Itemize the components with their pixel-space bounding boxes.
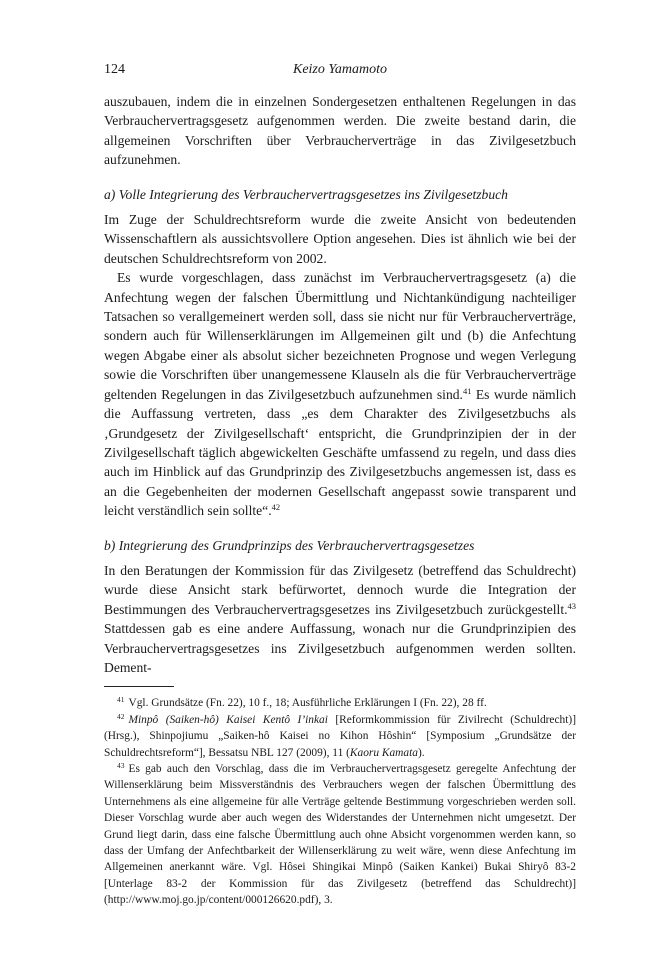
footnote-42-author: Kaoru Kamata: [349, 746, 418, 759]
footnote-42-text-part-2: ).: [417, 746, 425, 759]
section-b-paragraph-1: [104, 561, 576, 677]
footnote-42-number: 42: [117, 711, 125, 721]
section-a-paragraph-2-part-1: Es wurde vorgeschlagen, dass zunächst im Verbrauchervertragsgesetz (a) die Anfechtung wegen der falschen Übermittlung und Nichtankündigung nachteiliger Tatsachen so verallgemeinert werden soll, dass sie nicht nur für Verbraucherverträge, sondern auch für Willenserklärungen im Allgemeinen gilt und (b) die Anfechtung wegen Abgabe einer als absolut sicher bezeichneten Prognose und wegen Verlegung sowie die Vorschriften über unangemessene Klauseln als die für Verbraucherverträge geltenden Regelungen in das Zivilgesetzbuch aufzunehmen sind.: [104, 270, 576, 402]
section-a-paragraph-1: Im Zuge der Schuldrechtsreform wurde die zweite Ansicht von bedeutenden Wissenschaftlern als aussichtsvollere Option angesehen. Dies ist ähnlich wie bei der deutschen Schuldrechtsreform von 2002.: [104, 212, 576, 266]
footnote-ref-41[interactable]: 41: [462, 385, 472, 396]
body-text: [104, 92, 576, 909]
section-a-paragraph-2: [104, 268, 576, 520]
section-b-heading: b) Integrierung des Grundprinzips des Verbrauchervertragsgesetzes: [104, 537, 475, 553]
footnotes: [104, 695, 576, 908]
section-b-paragraph-1-part-2: Stattdessen gab es eine andere Auffassung, wonach nur die Grundprinzipien des Verbrauchervertragsgesetzes ins Zivilgesetzbuch aufgenommen werden sollten. Dement-: [104, 621, 576, 675]
footnote-41-number: 41: [117, 695, 125, 705]
section-a-heading: a) Volle Integrierung des Verbrauchervertragsgesetzes ins Zivilgesetzbuch: [104, 186, 508, 202]
footnote-43-text: Es gab auch den Vorschlag, dass die im Verbrauchervertragsgesetz geregelte Anfechtung der Willenserklärung beim Missverständnis des Verbrauchers wegen der falschen Übermittlung des Unternehmens als eine allgemeine für alle Verträge geltende Bestimmung vorgeschrieben werden soll. Dieser Vorschlag wurde aber auch wegen des Widerstandes der Unternehmen nicht umgesetzt. Der Grund liegt darin, dass eine falsche Übermittlung auch ohne Absicht vorgenommen werden kann, so dass der Umfang der Anfechtbarkeit der Willenserklärung zu weit wäre, wenn diese Anfechtung im Allgemeinen anerkannt wäre. Vgl. Hôsei Shingikai Minpô (Saiken Kankei) Bukai Shiryô 83-2 [Unterlage 83-2 der Kommission für das Zivilgesetz (betreffend das Schuldrecht)] (http://www.moj.go.jp/content/000126620.pdf), 3.: [104, 763, 576, 907]
footnote-41: [104, 695, 576, 711]
footnote-42-italic-title: Minpô (Saiken-hô) Kaisei Kentô I’inkai: [128, 713, 328, 726]
page-number: 124: [104, 62, 125, 77]
footnote-ref-43[interactable]: 43: [567, 600, 576, 611]
running-header: [104, 62, 576, 82]
section-a-paragraph-2-part-2: Es wurde nämlich die Auffassung vertreten, dass „es dem Charakter des Zivilgesetzbuchs als ‚Grundgesetz der Zivilgesellschaft‘ entspricht, die Grundprinzipien der in der Zivilgesellschaft täglich abgewickelten Geschäfte umfassend zu regeln, und dass dies auch im Hinblick auf das Grundprinzip des Zivilgesetzbuchs angemessen ist, dass es an die Gegebenheiten der modernen Gesellschaft angepasst sowie transparent und leicht verständlich sein sollte“.: [104, 386, 576, 519]
footnote-43: [104, 761, 576, 909]
running-head-author: Keizo Yamamoto: [292, 62, 387, 77]
intro-paragraph: auszubauen, indem die in einzelnen Sondergesetzen enthaltenen Regelungen in das Verbrauchervertragsgesetz aufgenommen werden. Die zweite bestand darin, die allgemeinen Vorschriften über Verbraucherverträge in das Zivilgesetzbuch aufzunehmen.: [104, 94, 576, 168]
footnote-42: [104, 712, 576, 761]
footnote-42-text-part-1: [Reformkommission für Zivilrecht (Schuldrecht)] (Hrsg.), Shinpojiumu „Saiken-hô Kaisei no Kihon Hôshin“ [Symposium „Grundsätze der Schuldrechtsreform“], Bessatsu NBL 127 (2009), 11 (: [104, 713, 576, 759]
footnote-41-text: Vgl. Grundsätze (Fn. 22), 10 f., 18; Ausführliche Erklärungen I (Fn. 22), 28 ff.: [128, 697, 487, 710]
footnote-divider: [104, 686, 174, 687]
footnote-43-number: 43: [117, 761, 125, 770]
footnote-ref-42[interactable]: 42: [271, 502, 281, 513]
section-b-paragraph-1-part-1: In den Beratungen der Kommission für das Zivilgesetz (betreffend das Schuldrecht) wurde diese Ansicht stark befürwortet, dennoch wurde die Integration der Bestimmungen des Verbrauchervertragsgesetzes ins Zivilgesetzbuch zurückgestellt.: [104, 562, 576, 617]
